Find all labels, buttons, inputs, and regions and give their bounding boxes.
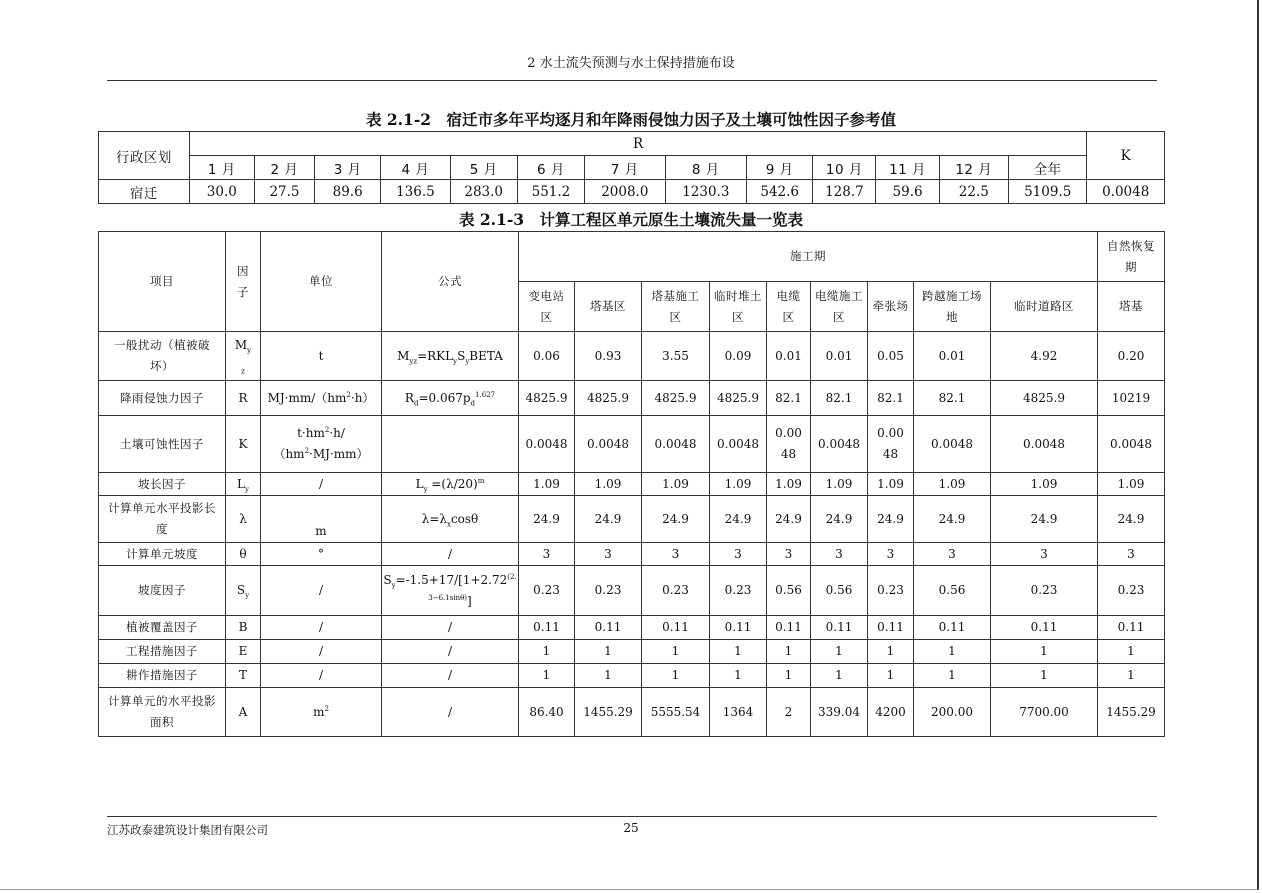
r-value-cell: 89.6: [315, 180, 381, 204]
header-rule: [107, 80, 1157, 81]
r-value-cell: 59.6: [876, 180, 939, 204]
value-cell: 3: [868, 543, 914, 566]
formula-cell: /: [382, 616, 519, 640]
factor-cell: B: [226, 616, 261, 640]
unit-cell: /: [261, 616, 382, 640]
zone-header: 临时道路区: [991, 282, 1098, 332]
formula-cell: /: [382, 640, 519, 664]
item-cell: 计算单元的水平投影面积: [99, 688, 226, 737]
value-cell: 0.23: [710, 566, 767, 616]
formula-cell: $S_y=-1.5+17/[1+2.72^{(2.}$ $^{3-6.1sin\theta)}$]: [382, 566, 519, 616]
month-header: 10 月: [813, 156, 876, 180]
value-cell: 1: [519, 640, 575, 664]
value-cell: 0.23: [519, 566, 575, 616]
value-cell: 0.23: [868, 566, 914, 616]
r-value-cell: 136.5: [381, 180, 450, 204]
k-header: K: [1087, 132, 1165, 180]
value-cell: 1: [767, 640, 811, 664]
value-cell: 0.11: [991, 616, 1098, 640]
value-cell: 0.11: [811, 616, 868, 640]
region-cell: 宿迁: [99, 180, 190, 204]
value-cell: 4825.9: [575, 381, 642, 416]
value-cell: 3: [519, 543, 575, 566]
item-cell: 一般扰动（植被破坏）: [99, 332, 226, 381]
value-cell: 4825.9: [991, 381, 1098, 416]
unit-cell: /: [261, 640, 382, 664]
zone-header: 塔基区: [575, 282, 642, 332]
month-header: 9 月: [747, 156, 813, 180]
value-cell: 3: [1098, 543, 1165, 566]
formula-cell: $\lambda=\lambda_x\cos\theta$: [382, 496, 519, 543]
factor-cell: λ: [226, 496, 261, 543]
item-cell: 耕作措施因子: [99, 664, 226, 688]
value-cell: 24.9: [868, 496, 914, 543]
value-cell: 24.9: [575, 496, 642, 543]
table-row: [99, 688, 1165, 737]
factor-cell: K: [226, 416, 261, 473]
value-cell: 1455.29: [1098, 688, 1165, 737]
factor-cell: R: [226, 381, 261, 416]
value-cell: 3: [642, 543, 710, 566]
r-value-cell: 542.6: [747, 180, 813, 204]
recovery-zone-header: 塔基: [1098, 282, 1165, 332]
table-row: [99, 416, 1165, 473]
construction-period-header: 施工期: [519, 232, 1098, 282]
value-cell: 0.01: [914, 332, 991, 381]
value-cell: 1: [914, 664, 991, 688]
table-row: [99, 616, 1165, 640]
footer-company: 江苏政泰建筑设计集团有限公司: [107, 823, 268, 837]
table-row: [99, 664, 1165, 688]
r-value-cell: 27.5: [254, 180, 314, 204]
month-header: 11 月: [876, 156, 939, 180]
unit-cell: t: [261, 332, 382, 381]
value-cell: 82.1: [914, 381, 991, 416]
value-cell: 1364: [710, 688, 767, 737]
page-header-title: 2 水土流失预测与水土保持措施布设: [527, 56, 735, 71]
value-cell: 10219: [1098, 381, 1165, 416]
month-header: 2 月: [254, 156, 314, 180]
month-header: 3 月: [315, 156, 381, 180]
unit-cell: /: [261, 566, 382, 616]
value-cell: 1: [642, 664, 710, 688]
r-value-cell: 30.0: [189, 180, 254, 204]
formula-header: 公式: [382, 232, 519, 332]
factor-cell: T: [226, 664, 261, 688]
formula-cell: /: [382, 664, 519, 688]
value-cell: 4.92: [991, 332, 1098, 381]
value-cell: 1: [710, 664, 767, 688]
r-value-cell: 551.2: [517, 180, 584, 204]
value-cell: 1: [914, 640, 991, 664]
value-cell: 3: [914, 543, 991, 566]
unit-cell: m: [261, 496, 382, 543]
value-cell: 1.09: [642, 473, 710, 496]
value-cell: 0.23: [642, 566, 710, 616]
item-cell: 土壤可蚀性因子: [99, 416, 226, 473]
item-cell: 植被覆盖因子: [99, 616, 226, 640]
value-cell: 1: [767, 664, 811, 688]
value-cell: 4825.9: [642, 381, 710, 416]
month-header: 4 月: [381, 156, 450, 180]
value-cell: 0.0048: [519, 416, 575, 473]
value-cell: 1: [991, 640, 1098, 664]
k-value-cell: 0.0048: [1087, 180, 1165, 204]
value-cell: 1: [1098, 640, 1165, 664]
r-value-cell: 1230.3: [665, 180, 747, 204]
value-cell: 1: [575, 640, 642, 664]
formula-cell: $R_d=0.067p_d^{1.627}$: [382, 381, 519, 416]
value-cell: 1: [710, 640, 767, 664]
value-cell: 0.0048: [914, 416, 991, 473]
value-cell: 1.09: [811, 473, 868, 496]
factor-header: 因子: [226, 232, 261, 332]
value-cell: 1: [991, 664, 1098, 688]
item-cell: 坡度因子: [99, 566, 226, 616]
value-cell: 3: [767, 543, 811, 566]
value-cell: 0.93: [575, 332, 642, 381]
table-row: [99, 543, 1165, 566]
value-cell: 0.20: [1098, 332, 1165, 381]
month-header: 12 月: [939, 156, 1008, 180]
value-cell: 0.56: [914, 566, 991, 616]
zone-header: 电缆施工区: [811, 282, 868, 332]
value-cell: 1: [811, 664, 868, 688]
r-value-cell: 2008.0: [585, 180, 666, 204]
value-cell: 1.09: [767, 473, 811, 496]
value-cell: 0.11: [575, 616, 642, 640]
recovery-period-header: 自然恢复期: [1098, 232, 1165, 282]
item-header: 项目: [99, 232, 226, 332]
unit-cell: /: [261, 664, 382, 688]
value-cell: 0.11: [519, 616, 575, 640]
value-cell: 1: [519, 664, 575, 688]
soil-loss-table: [98, 231, 1165, 737]
value-cell: 3: [575, 543, 642, 566]
value-cell: 0.0048: [710, 416, 767, 473]
value-cell: 2: [767, 688, 811, 737]
table-row: [99, 381, 1165, 416]
value-cell: 1.09: [868, 473, 914, 496]
zone-header: 电缆区: [767, 282, 811, 332]
r-header: R: [189, 132, 1087, 156]
factor-cell: E: [226, 640, 261, 664]
value-cell: 0.0048: [575, 416, 642, 473]
value-cell: 1: [811, 640, 868, 664]
month-header: 7 月: [585, 156, 666, 180]
value-cell: 86.40: [519, 688, 575, 737]
value-cell: 82.1: [868, 381, 914, 416]
r-value-cell: 5109.5: [1008, 180, 1086, 204]
zone-header: 临时堆土区: [710, 282, 767, 332]
table1-caption: 表 2.1-2 宿迁市多年平均逐月和年降雨侵蚀力因子及土壤可蚀性因子参考值: [365, 110, 897, 129]
value-cell: 3: [811, 543, 868, 566]
value-cell: 0.23: [991, 566, 1098, 616]
page-number: 25: [623, 821, 639, 835]
value-cell: 24.9: [1098, 496, 1165, 543]
table-row: [99, 473, 1165, 496]
value-cell: 0.11: [767, 616, 811, 640]
value-cell: 0.01: [767, 332, 811, 381]
value-cell: 0.23: [575, 566, 642, 616]
value-cell: 1: [1098, 664, 1165, 688]
table2-caption: 表 2.1-3 计算工程区单元原生土壤流失量一览表: [458, 210, 804, 229]
month-header: 6 月: [517, 156, 584, 180]
value-cell: 0.0048: [642, 416, 710, 473]
value-cell: 4825.9: [710, 381, 767, 416]
value-cell: 1455.29: [575, 688, 642, 737]
value-cell: 0.0048: [1098, 416, 1165, 473]
value-cell: 24.9: [767, 496, 811, 543]
value-cell: 339.04: [811, 688, 868, 737]
value-cell: 24.9: [519, 496, 575, 543]
zone-header: 牵张场: [868, 282, 914, 332]
zone-header: 变电站区: [519, 282, 575, 332]
formula-cell: $M_{yz}=RKL_yS_yBETA$: [382, 332, 519, 381]
value-cell: 3.55: [642, 332, 710, 381]
value-cell: 24.9: [710, 496, 767, 543]
value-cell: 1.09: [519, 473, 575, 496]
table-row: [99, 640, 1165, 664]
value-cell: 82.1: [811, 381, 868, 416]
rainfall-erosivity-table: [98, 131, 1165, 204]
value-cell: 3: [991, 543, 1098, 566]
value-cell: 24.9: [642, 496, 710, 543]
factor-cell: θ: [226, 543, 261, 566]
unit-cell: $t\cdot hm^2\cdot h/$ $(hm^2\cdot MJ\cdot mm)$: [261, 416, 382, 473]
value-cell: 200.00: [914, 688, 991, 737]
value-cell: 0.0048: [811, 416, 868, 473]
r-value-cell: 283.0: [450, 180, 517, 204]
table-row: [99, 332, 1165, 381]
value-cell: 0.56: [811, 566, 868, 616]
value-cell: 3: [710, 543, 767, 566]
table-row: [99, 496, 1165, 543]
formula-cell: /: [382, 543, 519, 566]
footer-rule: [107, 816, 1157, 817]
formula-cell: $L_y =(\lambda/20)^m$: [382, 473, 519, 496]
unit-header: 单位: [261, 232, 382, 332]
zone-header: 跨越施工场地: [914, 282, 991, 332]
factor-cell: $M_y$ $_z$: [226, 332, 261, 381]
zone-header: 塔基施工区: [642, 282, 710, 332]
item-cell: 计算单元坡度: [99, 543, 226, 566]
value-cell: 7700.00: [991, 688, 1098, 737]
value-cell: 1.09: [575, 473, 642, 496]
item-cell: 坡长因子: [99, 473, 226, 496]
value-cell: 0.11: [914, 616, 991, 640]
factor-cell: $S_y$: [226, 566, 261, 616]
value-cell: 0.11: [710, 616, 767, 640]
r-value-cell: 22.5: [939, 180, 1008, 204]
formula-cell: /: [382, 688, 519, 737]
value-cell: 1: [868, 640, 914, 664]
value-cell: 0.09: [710, 332, 767, 381]
unit-cell: °: [261, 543, 382, 566]
item-cell: 计算单元水平投影长度: [99, 496, 226, 543]
value-cell: 0.01: [811, 332, 868, 381]
value-cell: 0.56: [767, 566, 811, 616]
month-header: 8 月: [665, 156, 747, 180]
value-cell: 0.00 48: [868, 416, 914, 473]
formula-cell: [382, 416, 519, 473]
factor-cell: A: [226, 688, 261, 737]
value-cell: 0.06: [519, 332, 575, 381]
factor-cell: $L_y$: [226, 473, 261, 496]
r-value-cell: 128.7: [813, 180, 876, 204]
unit-cell: $m^2$: [261, 688, 382, 737]
value-cell: 5555.54: [642, 688, 710, 737]
table-row: [99, 566, 1165, 616]
value-cell: 0.11: [1098, 616, 1165, 640]
value-cell: 0.00 48: [767, 416, 811, 473]
value-cell: 1.09: [1098, 473, 1165, 496]
month-header: 全年: [1008, 156, 1086, 180]
month-header: 1 月: [189, 156, 254, 180]
month-header: 5 月: [450, 156, 517, 180]
unit-cell: $MJ\cdot mm/(hm^2\cdot h)$: [261, 381, 382, 416]
value-cell: 0.23: [1098, 566, 1165, 616]
value-cell: 24.9: [991, 496, 1098, 543]
value-cell: 1: [575, 664, 642, 688]
value-cell: 24.9: [811, 496, 868, 543]
value-cell: 4200: [868, 688, 914, 737]
value-cell: 24.9: [914, 496, 991, 543]
value-cell: 0.0048: [991, 416, 1098, 473]
value-cell: 0.05: [868, 332, 914, 381]
value-cell: 0.11: [642, 616, 710, 640]
item-cell: 降雨侵蚀力因子: [99, 381, 226, 416]
value-cell: 1.09: [991, 473, 1098, 496]
value-cell: 1: [642, 640, 710, 664]
value-cell: 1.09: [710, 473, 767, 496]
value-cell: 4825.9: [519, 381, 575, 416]
value-cell: 1.09: [914, 473, 991, 496]
value-cell: 0.11: [868, 616, 914, 640]
region-header: 行政区划: [99, 132, 190, 180]
value-cell: 82.1: [767, 381, 811, 416]
value-cell: 1: [868, 664, 914, 688]
item-cell: 工程措施因子: [99, 640, 226, 664]
unit-cell: /: [261, 473, 382, 496]
